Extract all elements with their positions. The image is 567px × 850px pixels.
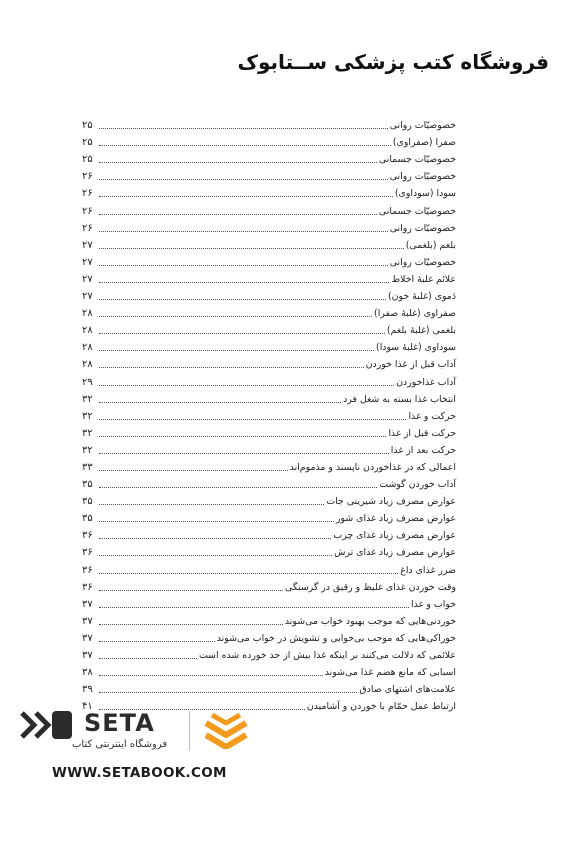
toc-entry-title: عوارض مصرف زیاد غذای شور xyxy=(335,513,456,525)
toc-entry-page: ۳۷ xyxy=(82,615,93,627)
toc-entry xyxy=(82,474,456,491)
toc-leader-dots xyxy=(99,555,332,556)
toc-leader-dots xyxy=(99,265,388,266)
toc-leader-dots xyxy=(99,590,283,591)
toc-entry-page: ۲۶ xyxy=(82,188,93,200)
toc-leader-dots xyxy=(99,282,389,283)
toc-entry xyxy=(82,115,456,132)
toc-entry-title: آداب خوردن گوشت xyxy=(379,479,456,491)
toc-entry-title: وقت خوردن غذای غلیظ و رقیق در گرسنگی xyxy=(285,581,456,593)
toc-entry-title: سوداوی (غلبهٔ سودا) xyxy=(376,342,456,354)
toc-leader-dots xyxy=(99,538,331,539)
toc-entry-title: علامت‌های اشتهای صادق xyxy=(359,684,456,696)
toc-entry xyxy=(82,662,456,679)
toc-entry-title: حرکت بعد از غذا xyxy=(390,444,456,456)
toc-entry-page: ۳۶ xyxy=(82,564,93,576)
toc-entry xyxy=(82,269,456,286)
toc-entry-page: ۳۲ xyxy=(82,444,93,456)
toc-entry xyxy=(82,354,456,371)
toc-entry xyxy=(82,423,456,440)
toc-leader-dots xyxy=(99,350,374,351)
logo-arrows-icon xyxy=(14,705,74,745)
toc-entry-page: ۲۷ xyxy=(82,256,93,268)
toc-leader-dots xyxy=(99,521,334,522)
toc-leader-dots xyxy=(99,231,388,232)
toc-entry xyxy=(82,577,456,594)
toc-entry-page: ۲۸ xyxy=(82,342,93,354)
toc-entry xyxy=(82,166,456,183)
toc-entry-page: ۲۶ xyxy=(82,171,93,183)
toc-entry-title: عوارض مصرف زیاد غذای چرب xyxy=(333,530,456,542)
toc-entry-title: خصوصیّات جسمانی xyxy=(378,205,456,217)
toc-entry xyxy=(82,371,456,388)
toc-entry xyxy=(82,491,456,508)
toc-entry-title: خصوصیّات جسمانی xyxy=(378,154,456,166)
toc-entry xyxy=(82,542,456,559)
toc-entry xyxy=(82,628,456,645)
toc-leader-dots xyxy=(99,641,215,642)
toc-entry-page: ۳۷ xyxy=(82,650,93,661)
toc-entry xyxy=(82,525,456,542)
toc-entry xyxy=(82,252,456,269)
toc-entry-title: خوراکی‌هایی که موجب بی‌خوابی و تشویش در خواب می‌شوند xyxy=(216,632,456,644)
toc-entry-title: حرکت و غذا xyxy=(408,410,456,422)
toc-entry-page: ۲۸ xyxy=(82,325,93,337)
toc-leader-dots xyxy=(99,402,341,403)
toc-leader-dots xyxy=(99,333,385,334)
toc-entry-page: ۲۵ xyxy=(82,154,93,166)
setabook-logo xyxy=(14,705,244,759)
toc-leader-dots xyxy=(99,299,386,300)
toc-entry-title: ضرر غذای داغ xyxy=(400,564,456,576)
toc-entry xyxy=(82,594,456,611)
toc-leader-dots xyxy=(99,692,357,693)
toc-entry-page: ۲۸ xyxy=(82,359,93,371)
toc-entry-title: اعمالی که در غذاخوردن ناپسند و مذموم‌اند xyxy=(289,461,456,473)
toc-entry-page: ۳۶ xyxy=(82,547,93,559)
toc-entry xyxy=(82,559,456,576)
toc-leader-dots xyxy=(99,196,393,197)
toc-entry-page: ۳۸ xyxy=(82,667,93,679)
toc-entry xyxy=(82,679,456,696)
toc-entry-page: ۲۷ xyxy=(82,291,93,303)
toc-entry-title: خصوصیّات روانی xyxy=(389,222,456,234)
website-url: WWW.SETABOOK.COM xyxy=(52,765,227,781)
toc-leader-dots xyxy=(99,624,283,625)
toc-entry-page: ۲۸ xyxy=(82,308,93,320)
toc-entry-page: ۳۹ xyxy=(82,684,93,696)
toc-entry-title: عوارض مصرف زیاد غذای ترش xyxy=(333,547,456,559)
toc-leader-dots xyxy=(99,436,386,437)
page-header: فروشگاه کتب پزشکی ســتابوک xyxy=(237,50,549,74)
toc-entry-page: ۴۱ xyxy=(82,701,93,713)
toc-entry-title: انتخاب غذا بسته به شغل فرد xyxy=(343,393,456,405)
toc-entry xyxy=(82,457,456,474)
toc-entry-page: ۳۳ xyxy=(82,461,93,473)
toc-leader-dots xyxy=(99,487,377,488)
toc-entry-title: عوارض مصرف زیاد شیرینی جات xyxy=(326,496,456,508)
toc-leader-dots xyxy=(99,470,288,471)
toc-entry-title: بلغمی (غلبهٔ بلغم) xyxy=(386,325,456,337)
toc-entry-page: ۲۵ xyxy=(82,120,93,132)
logo-tagline: فروشگاه اینترنتی کتاب xyxy=(72,739,168,750)
toc-entry xyxy=(82,320,456,337)
toc-entry-title: ارتباط عمل حمّام با خوردن و آشامیدن xyxy=(306,701,456,713)
toc-leader-dots xyxy=(99,248,404,249)
toc-leader-dots xyxy=(99,367,364,368)
toc-entry-page: ۲۹ xyxy=(82,376,93,388)
toc-entry-title: صفرا (صفراوی) xyxy=(392,137,456,149)
table-of-contents xyxy=(82,115,456,713)
toc-entry xyxy=(82,218,456,235)
toc-entry-title: صفراوی (غلبهٔ صفرا) xyxy=(374,308,456,320)
toc-entry-title: دَموی (غلبهٔ خون) xyxy=(387,291,456,303)
toc-leader-dots xyxy=(99,162,377,163)
toc-entry xyxy=(82,132,456,149)
toc-leader-dots xyxy=(99,128,388,129)
toc-leader-dots xyxy=(99,504,324,505)
toc-entry-page: ۳۲ xyxy=(82,427,93,439)
toc-entry-title: خواب و غذا xyxy=(411,598,456,610)
toc-entry-title: سودا (سوداوی) xyxy=(394,188,456,200)
toc-entry-page: ۳۵ xyxy=(82,496,93,508)
toc-leader-dots xyxy=(99,453,389,454)
toc-entry-title: آداب غذاخوردن xyxy=(396,376,456,388)
toc-entry xyxy=(82,303,456,320)
toc-entry-page: ۳۶ xyxy=(82,530,93,542)
toc-leader-dots xyxy=(99,675,323,676)
toc-leader-dots xyxy=(99,658,197,659)
toc-leader-dots xyxy=(99,385,394,386)
toc-entry xyxy=(82,235,456,252)
toc-entry-page: ۲۶ xyxy=(82,222,93,234)
toc-entry-page: ۲۶ xyxy=(82,205,93,217)
toc-leader-dots xyxy=(99,179,388,180)
toc-entry-title: علائم غلبهٔ اخلاط xyxy=(391,273,456,285)
toc-entry-page: ۳۵ xyxy=(82,513,93,525)
toc-entry xyxy=(82,200,456,217)
toc-entry xyxy=(82,337,456,354)
toc-entry xyxy=(82,286,456,303)
toc-entry-page: ۳۷ xyxy=(82,632,93,644)
toc-leader-dots xyxy=(99,573,398,574)
toc-entry xyxy=(82,611,456,628)
toc-leader-dots xyxy=(99,316,372,317)
toc-entry-page: ۳۲ xyxy=(82,393,93,405)
toc-entry-title: خصوصیّات روانی xyxy=(389,171,456,183)
toc-leader-dots xyxy=(99,145,391,146)
toc-entry-page: ۲۷ xyxy=(82,239,93,251)
toc-leader-dots xyxy=(99,419,406,420)
toc-entry xyxy=(82,440,456,457)
toc-entry xyxy=(82,149,456,166)
toc-entry-title: آداب قبل از غذا خوردن xyxy=(365,359,456,371)
toc-entry-title: اسبابی که مانع هضم غذا می‌شوند xyxy=(324,667,456,679)
toc-entry-title: خوردنی‌هایی که موجب بهبود خواب می‌شوند xyxy=(284,615,456,627)
toc-entry-page: ۳۷ xyxy=(82,598,93,610)
toc-entry xyxy=(82,406,456,423)
toc-entry-title: حرکت قبل از غذا xyxy=(388,427,456,439)
toc-entry-page: ۳۲ xyxy=(82,410,93,422)
toc-entry xyxy=(82,389,456,406)
toc-entry-title: خصوصیّات روانی xyxy=(389,120,456,132)
toc-entry xyxy=(82,183,456,200)
toc-entry-page: ۲۷ xyxy=(82,273,93,285)
toc-entry-title: بلغم (بلغمی) xyxy=(405,239,456,251)
logo-divider xyxy=(189,711,190,751)
logo-brand: SETA xyxy=(84,709,155,737)
toc-entry-title: خصوصیّات روانی xyxy=(389,256,456,268)
toc-leader-dots xyxy=(99,214,377,215)
toc-entry-page: ۳۵ xyxy=(82,479,93,491)
open-book-icon xyxy=(204,709,248,749)
toc-entry-title: علائمی که دلالت می‌کنند بر اینکه غذا بیش از حد خورده شده است xyxy=(198,650,456,661)
toc-leader-dots xyxy=(99,607,409,608)
toc-entry-page: ۳۶ xyxy=(82,581,93,593)
toc-entry xyxy=(82,645,456,662)
toc-entry-page: ۲۵ xyxy=(82,137,93,149)
toc-entry xyxy=(82,508,456,525)
